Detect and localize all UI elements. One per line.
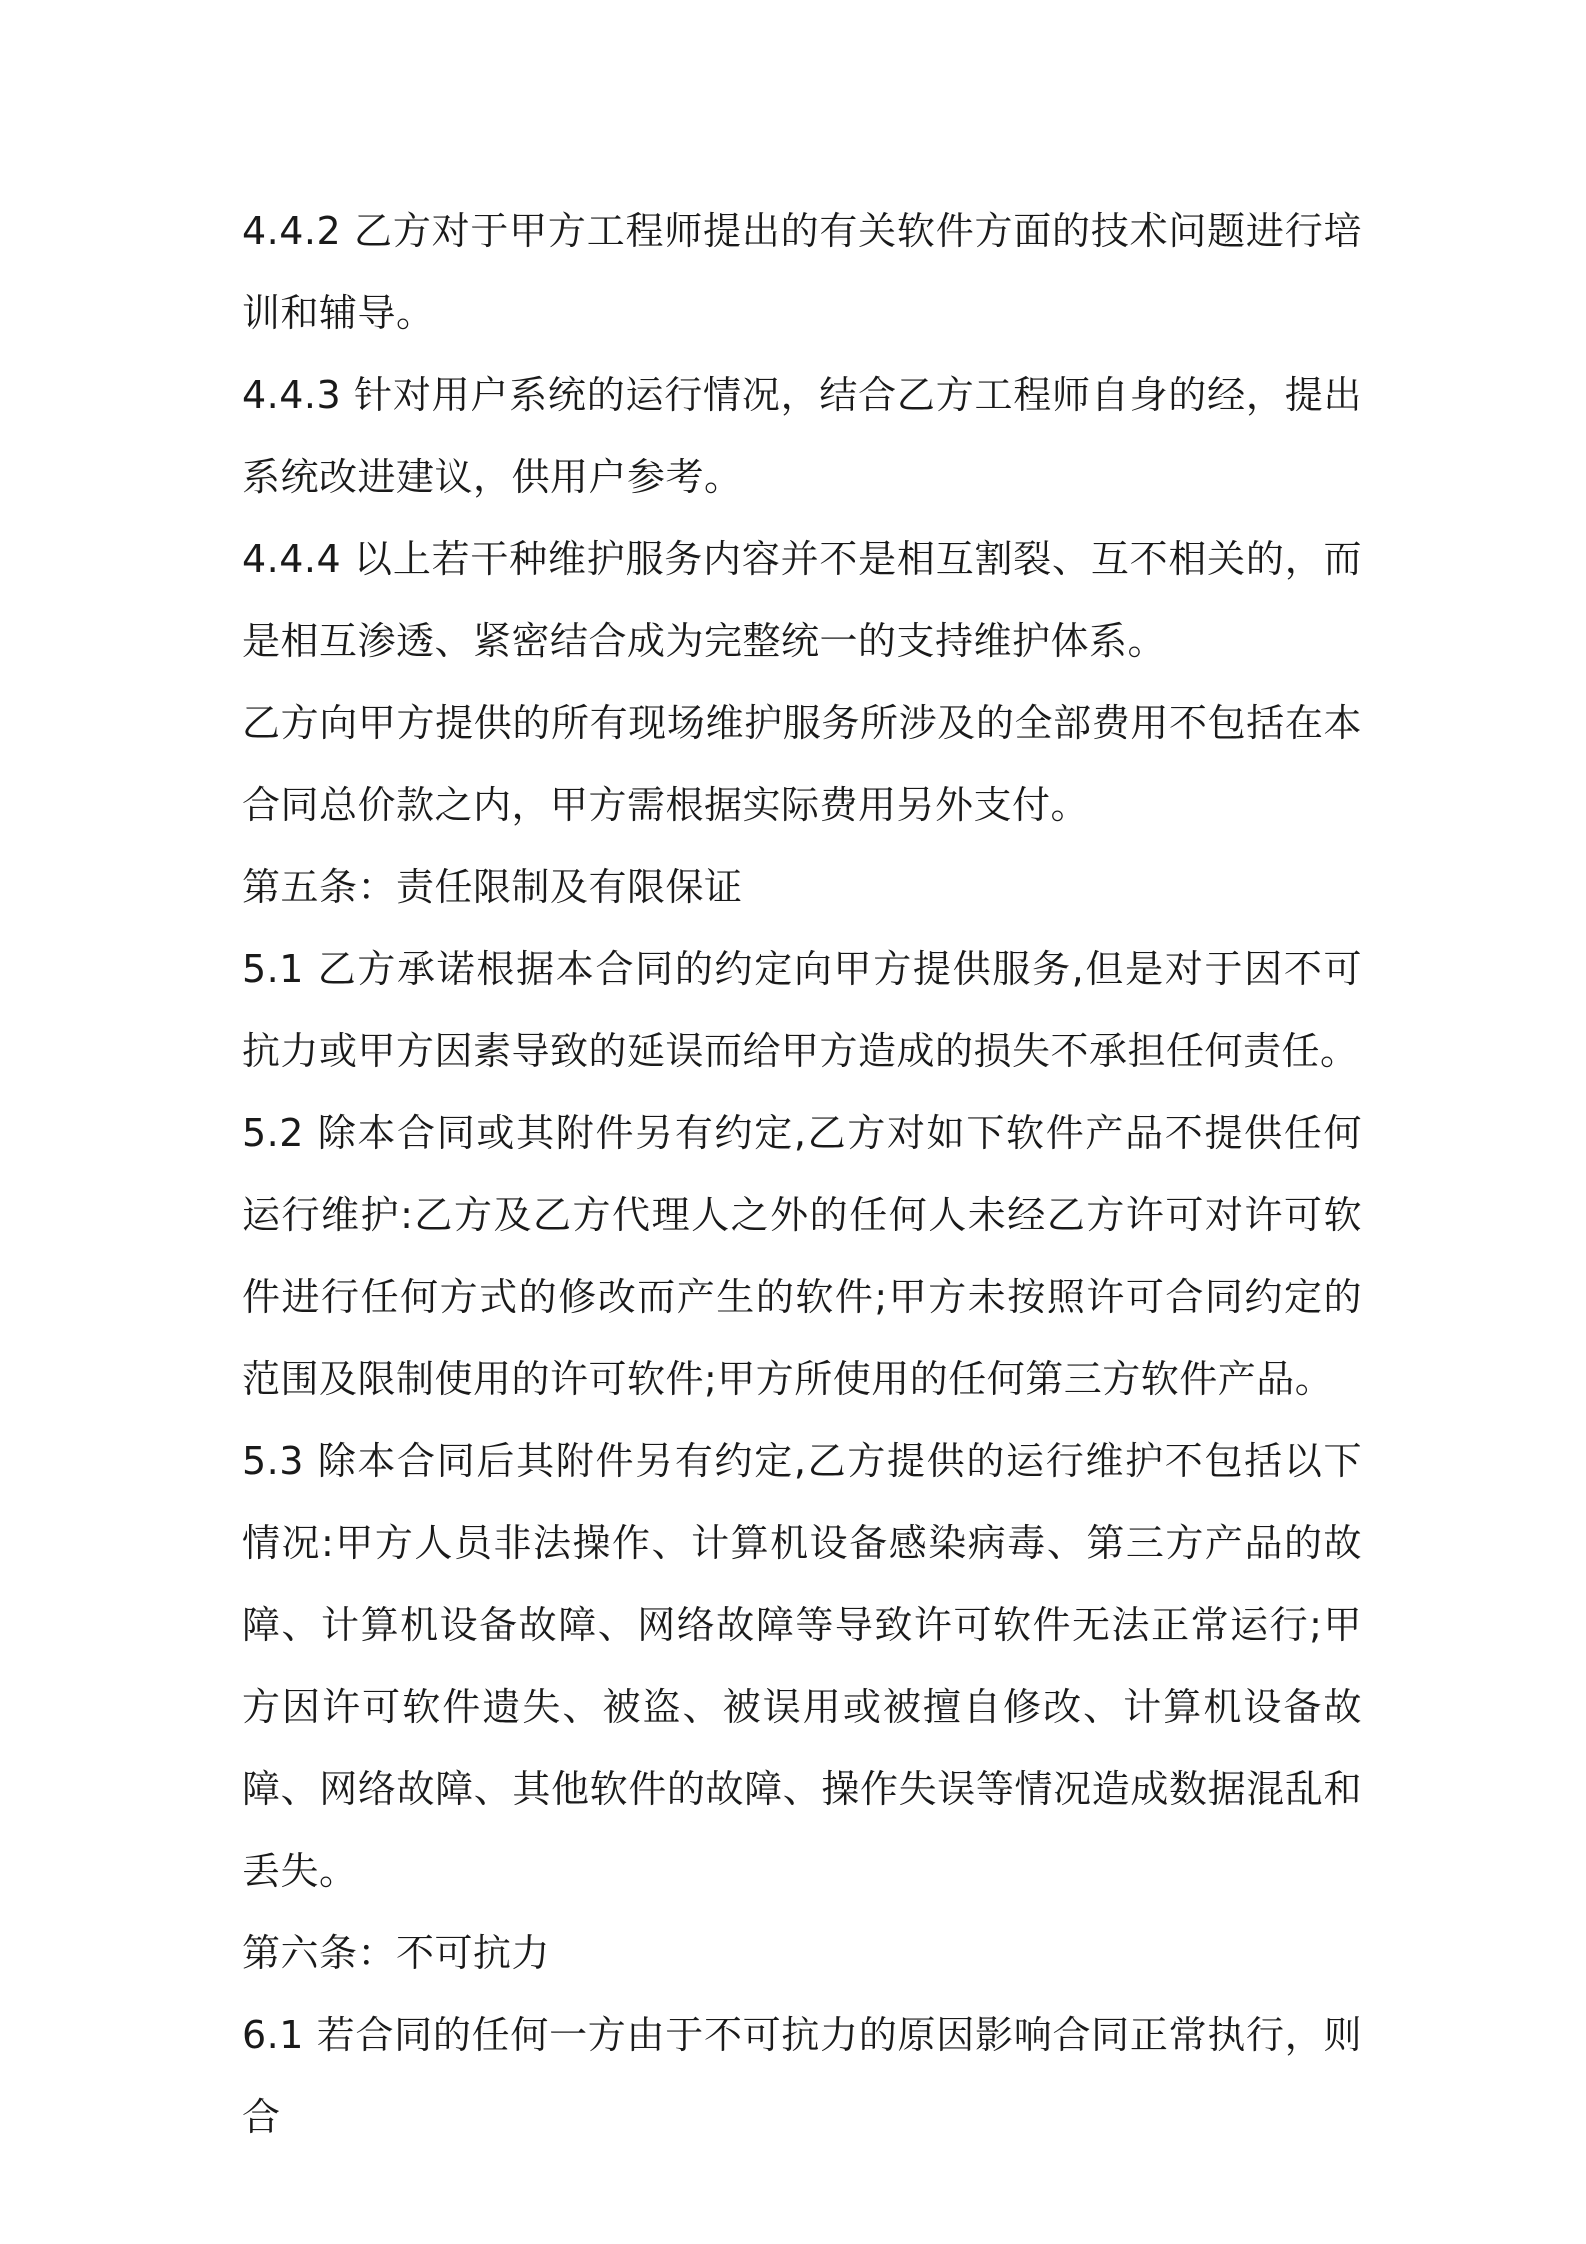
article-6-heading: 第六条：不可抗力 <box>242 1931 551 1975</box>
onsite-fee-paragraph: 乙方向甲方提供的所有现场维护服务所涉及的全部费用不包括在本合同总价款之内，甲方需根据实际费用另外支付。 <box>242 701 1362 827</box>
clause-5-2: 5.2 除本合同或其附件另有约定,乙方对如下软件产品不提供任何运行维护:乙方及乙方代理人之外的任何人未经乙方许可对许可软件进行任何方式的修改而产生的软件;甲方未按照许可合同约定的范围及限制使用的许可软件;甲方所使用的任何第三方软件产品。 <box>242 1111 1362 1401</box>
article-5-heading: 第五条：责任限制及有限保证 <box>242 865 743 909</box>
clause-6-1: 6.1 若合同的任何一方由于不可抗力的原因影响合同正常执行，则合 <box>242 2013 1362 2139</box>
clause-4-4-4: 4.4.4 以上若干种维护服务内容并不是相互割裂、互不相关的，而是相互渗透、紧密结合成为完整统一的支持维护体系。 <box>242 537 1362 663</box>
clause-5-1: 5.1 乙方承诺根据本合同的约定向甲方提供服务,但是对于因不可抗力或甲方因素导致的延误而给甲方造成的损失不承担任何责任。 <box>242 947 1362 1073</box>
document-body <box>242 190 1362 2158</box>
clause-4-4-3: 4.4.3 针对用户系统的运行情况，结合乙方工程师自身的经，提出系统改进建议，供用户参考。 <box>242 373 1362 499</box>
clause-5-3: 5.3 除本合同后其附件另有约定,乙方提供的运行维护不包括以下情况:甲方人员非法操作、计算机设备感染病毒、第三方产品的故障、计算机设备故障、网络故障等导致许可软件无法正常运行;甲方因许可软件遗失、被盗、被误用或被擅自修改、计算机设备故障、网络故障、其他软件的故障、操作失误等情况造成数据混乱和丢失。 <box>242 1439 1362 1893</box>
clause-4-4-2: 4.4.2 乙方对于甲方工程师提出的有关软件方面的技术问题进行培训和辅导。 <box>242 209 1362 335</box>
